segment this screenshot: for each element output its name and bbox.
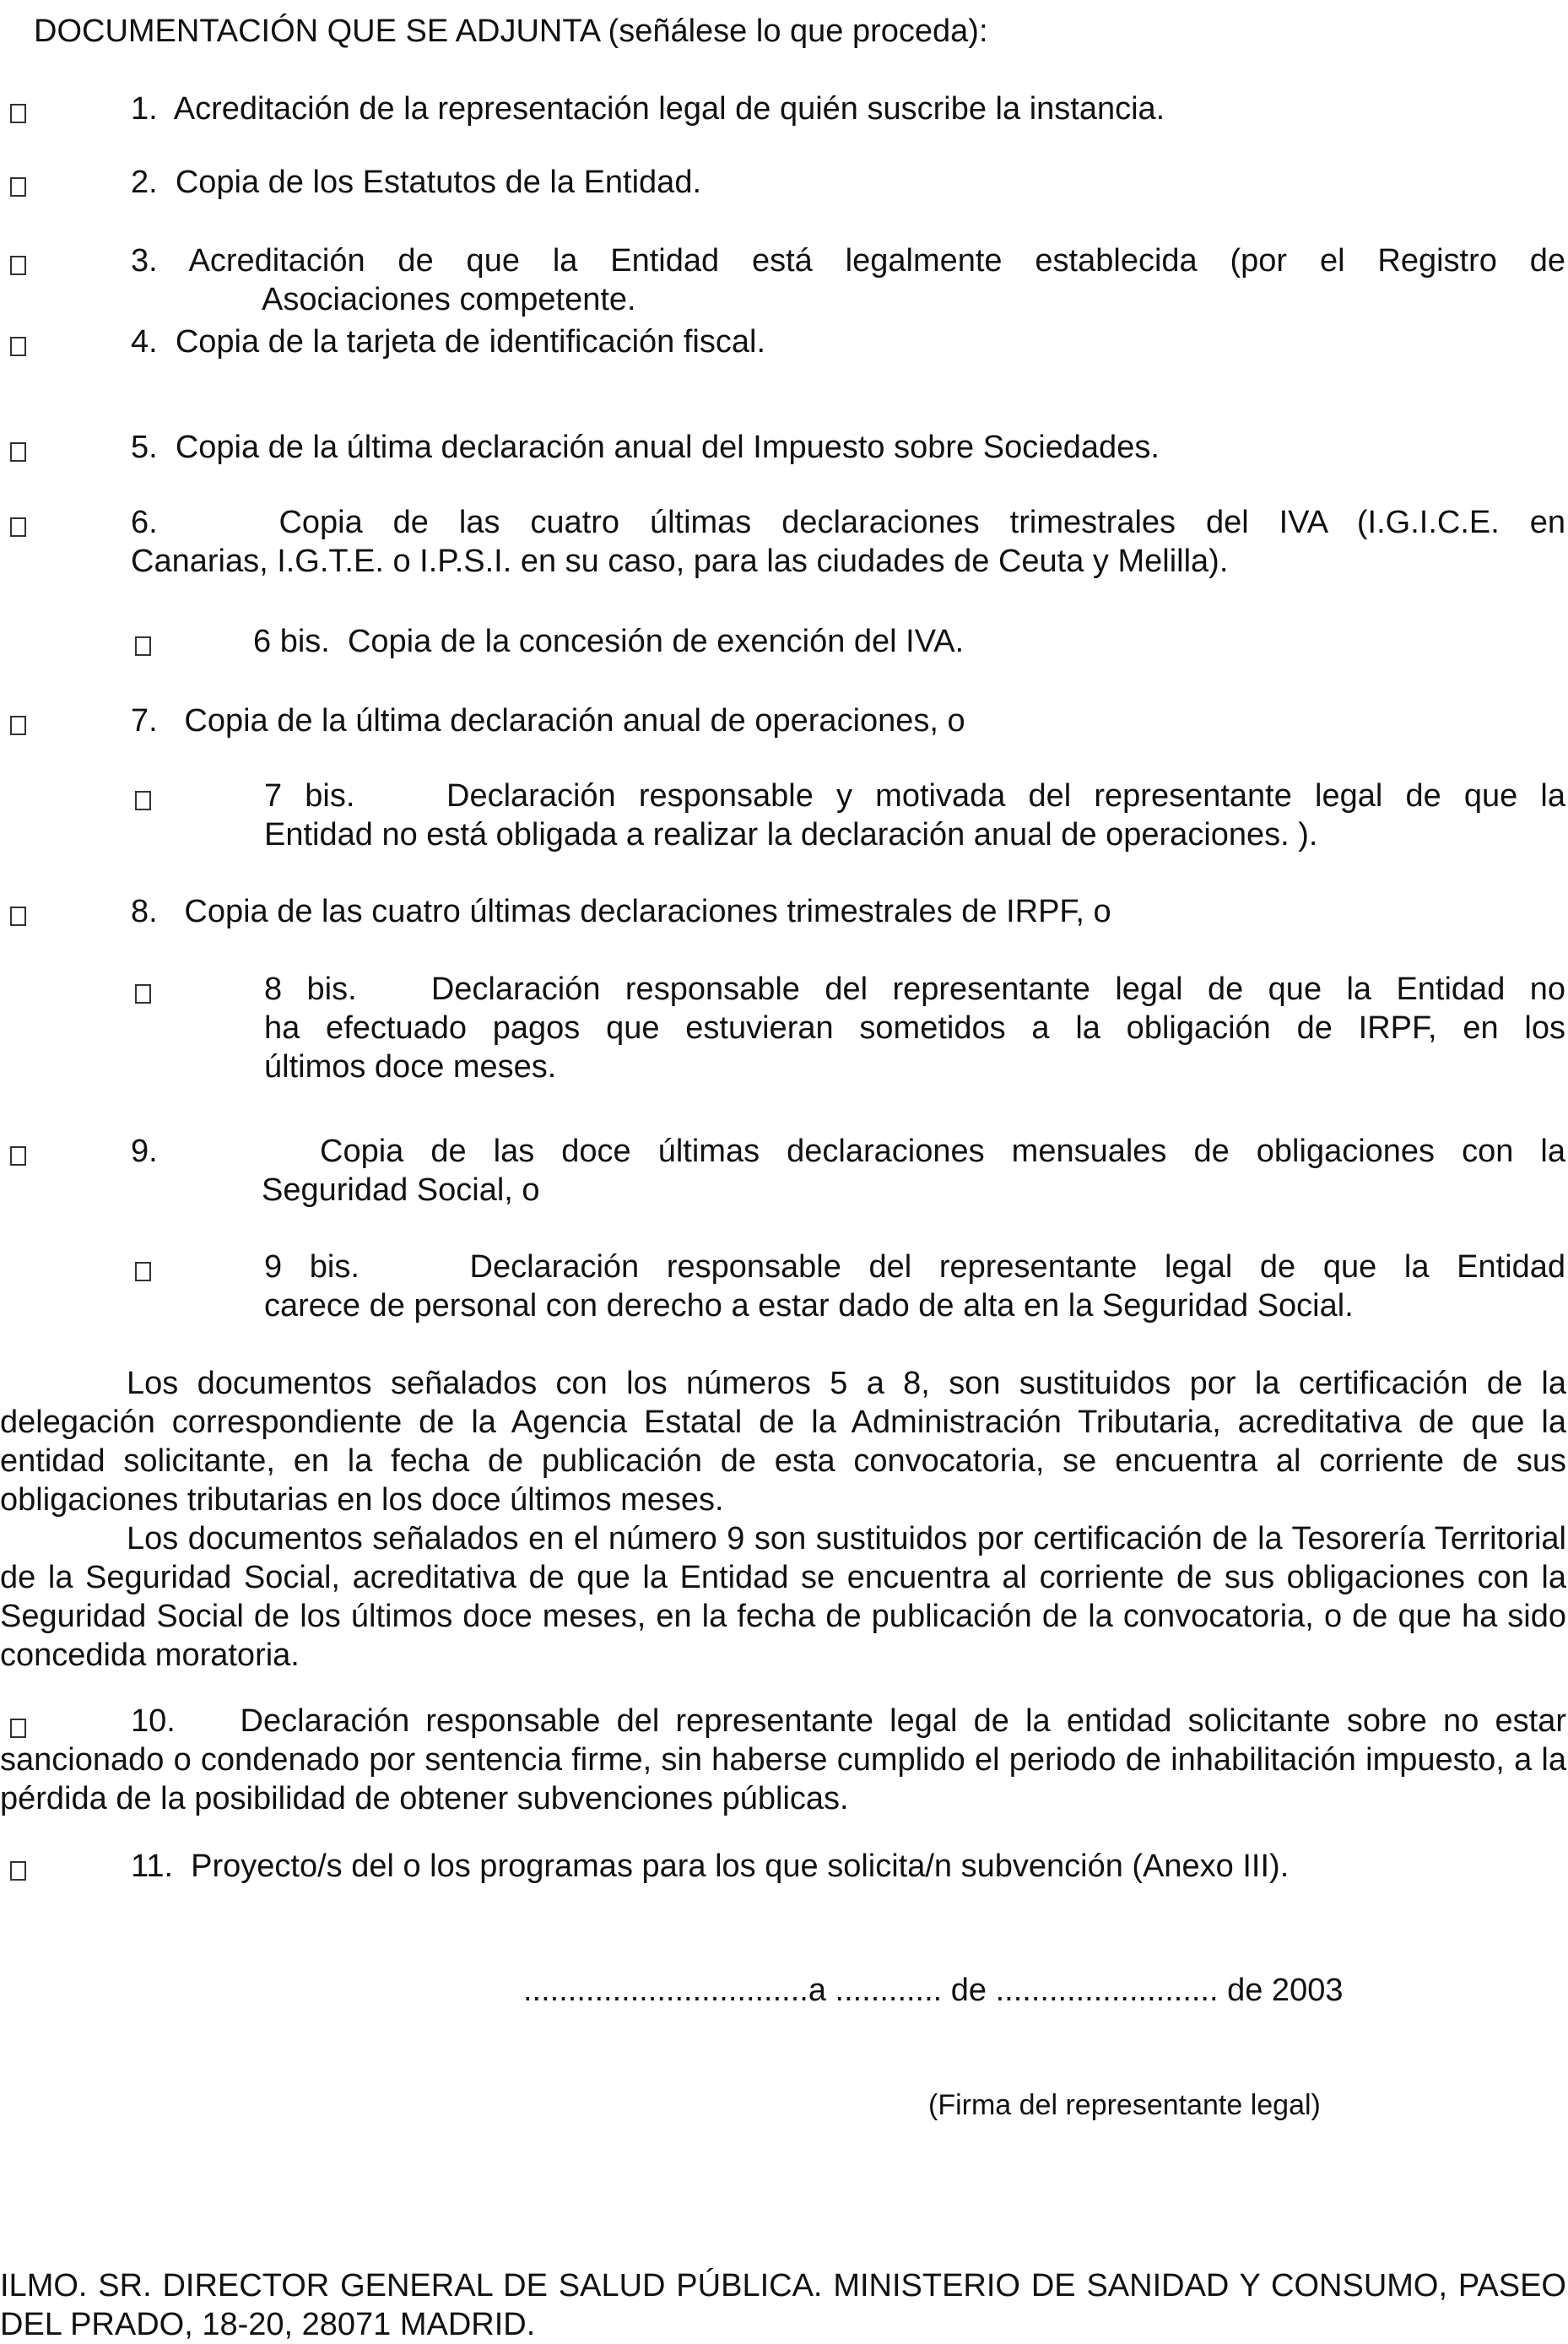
item-3-text: Acreditación de que la Entidad está legalmente establecida (por el Registro de [188, 243, 1565, 279]
item-10 [0, 1702, 1566, 1818]
item-10-text: Declaración responsable del representante legal de la entidad solicitante sobre no estar sancionado o condenado por sentencia firme, sin haberse cumplido el periodo de inhabilitación impuesto, a la pérdida de la posibilidad de obtener subvenciones públicas. [0, 1703, 1566, 1816]
checkbox-item-5[interactable] [10, 442, 26, 462]
checkbox-item-8-bis[interactable] [135, 984, 151, 1004]
date-line: ................................a ............ de ......................... de 2003 [523, 1973, 1344, 2008]
item-8-bis-continuation-2: últimos doce meses. [264, 1049, 557, 1085]
item-3-number: 3. [131, 243, 158, 279]
item-7-bis-text: Declaración responsable y motivada del representante legal de que la [446, 778, 1565, 814]
item-3 [131, 241, 1565, 280]
item-6-text: Copia de las cuatro últimas declaraciones trimestrales del IVA (I.G.I.C.E. en [278, 505, 1565, 540]
item-9-continuation: Seguridad Social, o [262, 1172, 540, 1208]
item-5 [131, 428, 1565, 467]
item-4 [131, 322, 1565, 361]
checkbox-item-11[interactable] [10, 1861, 26, 1881]
checkbox-item-7-bis[interactable] [135, 791, 151, 810]
item-11 [131, 1847, 1565, 1886]
item-5-text: Copia de la última declaración anual del Impuesto sobre Sociedades. [175, 430, 1160, 465]
item-9-bis-text: Declaración responsable del representante legal de que la Entidad [469, 1249, 1565, 1285]
item-8-number: 8. [131, 894, 158, 929]
item-9-text: Copia de las doce últimas declaraciones mensuales de obligaciones con la [320, 1134, 1565, 1169]
item-6-continuation: Canarias, I.G.T.E. o I.P.S.I. en su caso, para las ciudades de Ceuta y Melilla). [131, 544, 1229, 579]
checkbox-item-9-bis[interactable] [135, 1262, 151, 1281]
checkbox-item-6[interactable] [10, 517, 26, 537]
addressee: ILMO. SR. DIRECTOR GENERAL DE SALUD PÚBLICA. MINISTERIO DE SANIDAD Y CONSUMO, PASEO DEL PRADO, 18-20, 28071 MADRID. [0, 2268, 1566, 2342]
item-1 [131, 89, 1565, 128]
item-4-number: 4. [131, 324, 158, 360]
item-7-bis-continuation: Entidad no está obligada a realizar la declaración anual de operaciones. ). [264, 817, 1318, 853]
item-8-text: Copia de las cuatro últimas declaraciones trimestrales de IRPF, o [184, 894, 1111, 929]
checkbox-item-3[interactable] [10, 256, 26, 275]
note-paragraph-2 [0, 1519, 1566, 1675]
item-8 [131, 892, 1565, 931]
item-8-bis [264, 970, 1565, 1009]
item-8-bis-continuation: ha efectuado pagos que estuvieran sometidos a la obligación de IRPF, en los [264, 1010, 1565, 1046]
item-10-number: 10. [131, 1703, 176, 1739]
checkbox-item-2[interactable] [10, 177, 26, 197]
item-2-number: 2. [131, 165, 158, 200]
item-7-text: Copia de la última declaración anual de operaciones, o [184, 703, 965, 739]
item-7-number: 7. [131, 703, 158, 739]
item-5-number: 5. [131, 430, 158, 465]
item-9-bis-continuation: carece de personal con derecho a estar dado de alta en la Seguridad Social. [264, 1288, 1354, 1324]
item-7-bis [264, 777, 1565, 815]
item-6-bis-number: 6 bis. [253, 624, 330, 659]
item-8-bis-text: Declaración responsable del representante legal de que la Entidad no [430, 972, 1565, 1007]
checkbox-item-4[interactable] [10, 337, 26, 356]
item-6-number: 6. [131, 505, 158, 540]
item-1-text: Acreditación de la representación legal de quién suscribe la instancia. [173, 91, 1165, 127]
item-7 [131, 701, 1565, 740]
item-11-number: 11. [131, 1849, 174, 1884]
checkbox-item-8[interactable] [10, 907, 26, 926]
item-9-bis-number: 9 bis. [264, 1249, 360, 1285]
note-2-text: Los documentos señalados en el número 9 son sustituidos por certificación de la Tesorería Territorial de la Seguridad Social, acreditativa de que la Entidad se encuentra al corriente de sus obligaciones con la Seguridad Social de los últimos doce meses, en la fecha de publicación de la convocatoria, o de que ha sido concedida moratoria. [0, 1521, 1566, 1673]
item-4-text: Copia de la tarjeta de identificación fiscal. [175, 324, 766, 360]
item-9-number: 9. [131, 1134, 158, 1169]
note-paragraph-1 [0, 1364, 1566, 1519]
item-9-bis [264, 1248, 1565, 1286]
checkbox-item-7[interactable] [10, 716, 26, 735]
item-11-text: Proyecto/s del o los programas para los que solicita/n subvención (Anexo III). [191, 1849, 1290, 1884]
checkbox-item-1[interactable] [10, 104, 26, 123]
note-1-text: Los documentos señalados con los números 5 a 8, son sustituidos por la certificación de la delegación correspondiente de la Agencia Estatal de la Administración Tributaria, acreditativa de que la entidad solicitante, en la fecha de publicación de esta convocatoria, se encuentra al corriente de sus obligaciones tributarias en los doce últimos meses. [0, 1366, 1566, 1518]
signature-caption: (Firma del representante legal) [928, 2089, 1321, 2121]
item-6 [131, 503, 1565, 542]
document-title: DOCUMENTACIÓN QUE SE ADJUNTA (señálese lo que proceda): [34, 14, 988, 49]
item-8-bis-number: 8 bis. [264, 972, 357, 1007]
item-7-bis-number: 7 bis. [264, 778, 355, 814]
item-2 [131, 163, 1565, 202]
item-6-bis [253, 622, 1519, 661]
item-9 [131, 1132, 1565, 1171]
item-1-number: 1. [131, 91, 158, 127]
checkbox-item-9[interactable] [10, 1146, 26, 1166]
checkbox-item-6-bis[interactable] [135, 636, 151, 656]
item-3-continuation: Asociaciones competente. [262, 282, 636, 317]
item-6-bis-text: Copia de la concesión de exención del IVA. [347, 624, 965, 659]
item-2-text: Copia de los Estatutos de la Entidad. [175, 165, 702, 200]
